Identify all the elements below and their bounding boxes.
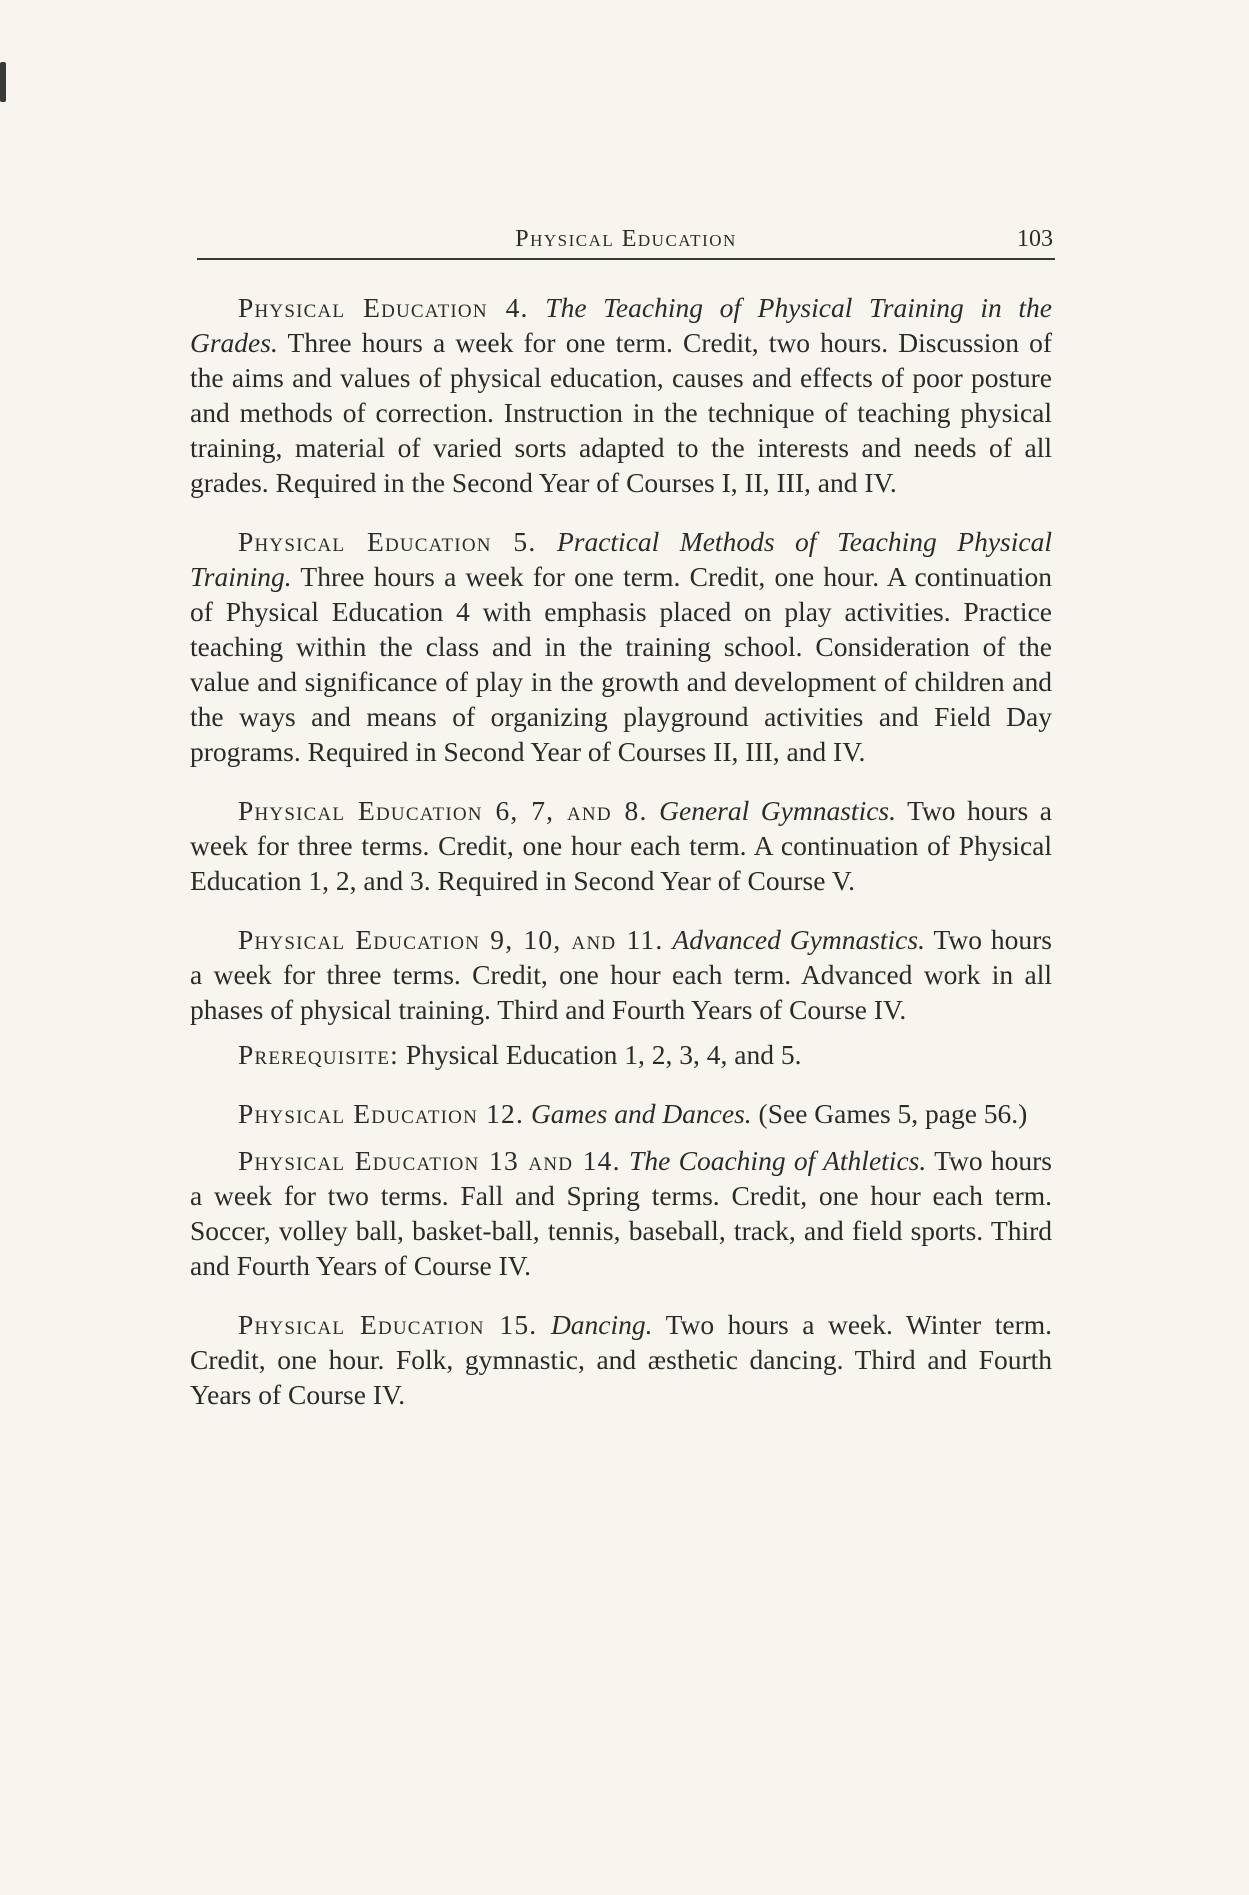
running-title: Physical Education (515, 226, 737, 252)
course-code: Physical Education 13 and 14. (238, 1145, 621, 1176)
course-title: Practical Methods of Teaching Physical Training. (190, 526, 1052, 592)
margin-mark (0, 62, 6, 102)
course-entry-pe-4 (190, 290, 1052, 500)
course-title: Dancing. (550, 1309, 653, 1340)
course-title: Games and Dances. (530, 1098, 752, 1129)
prerequisite-note (190, 1037, 1052, 1072)
course-code: Physical Education 9, 10, and 11. (238, 924, 664, 955)
course-title: Advanced Gymnastics. (672, 924, 925, 955)
course-entry-pe-9-11 (190, 922, 1052, 1027)
prerequisite-label: Prerequisite: (238, 1039, 399, 1070)
course-code: Physical Education 4. (238, 292, 529, 323)
course-description: Two hours a week for three terms. Credit, one hour each term. A continuation of Physical Education 1, 2, and 3. Required in Second Year of Course V. (190, 795, 1052, 896)
course-title: The Teaching of Physical Training in the Grades. (190, 292, 1052, 358)
course-code: Physical Education 12. (238, 1098, 525, 1129)
course-entry-pe-13-14 (190, 1143, 1052, 1283)
course-description: Three hours a week for one term. Credit, one hour. A continuation of Physical Education 4 with emphasis placed on play activities. Practice teaching within the class and in the training school. Consideration of the value and significance of play in the growth and development of children and the ways and means of organizing playground activities and Field Day programs. Required in Second Year of Courses II, III, and IV. (190, 561, 1052, 767)
course-description: (See Games 5, page 56.) (758, 1098, 1028, 1129)
course-description: Two hours a week. Winter term. Credit, one hour. Folk, gymnastic, and æsthetic dancing. Third and Fourth Years of Course IV. (190, 1309, 1052, 1410)
page-number: 103 (1017, 226, 1053, 252)
page-header (197, 224, 1055, 260)
course-list (190, 290, 1052, 1436)
course-description: Two hours a week for three terms. Credit, one hour each term. Advanced work in all phases of physical training. Third and Fourth Years of Course IV. (190, 924, 1053, 1025)
course-code: Physical Education 6, 7, and 8. (238, 795, 648, 826)
course-code: Physical Education 15. (238, 1309, 538, 1340)
course-title: General Gymnastics. (659, 795, 896, 826)
course-entry-pe-5 (190, 524, 1052, 769)
course-description: Two hours a week for two terms. Fall and Spring terms. Credit, one hour each term. Soccer, volley ball, basket-ball, tennis, baseball, track, and field sports. Third and Fourth Years of Course IV. (190, 1145, 1053, 1281)
course-entry-pe-15 (190, 1307, 1052, 1412)
course-code: Physical Education 5. (238, 526, 537, 557)
course-entry-pe-12 (190, 1096, 1052, 1131)
course-description: Three hours a week for one term. Credit, two hours. Discussion of the aims and values of physical education, causes and effects of poor posture and methods of correction. Instruction in the technique of teaching physical training, material of varied sorts adapted to the interests and needs of all grades. Required in the Second Year of Courses I, II, III, and IV. (190, 327, 1052, 498)
course-title: The Coaching of Athletics. (629, 1145, 927, 1176)
prerequisite-text: Physical Education 1, 2, 3, 4, and 5. (405, 1039, 802, 1070)
course-entry-pe-6-8 (190, 793, 1052, 898)
